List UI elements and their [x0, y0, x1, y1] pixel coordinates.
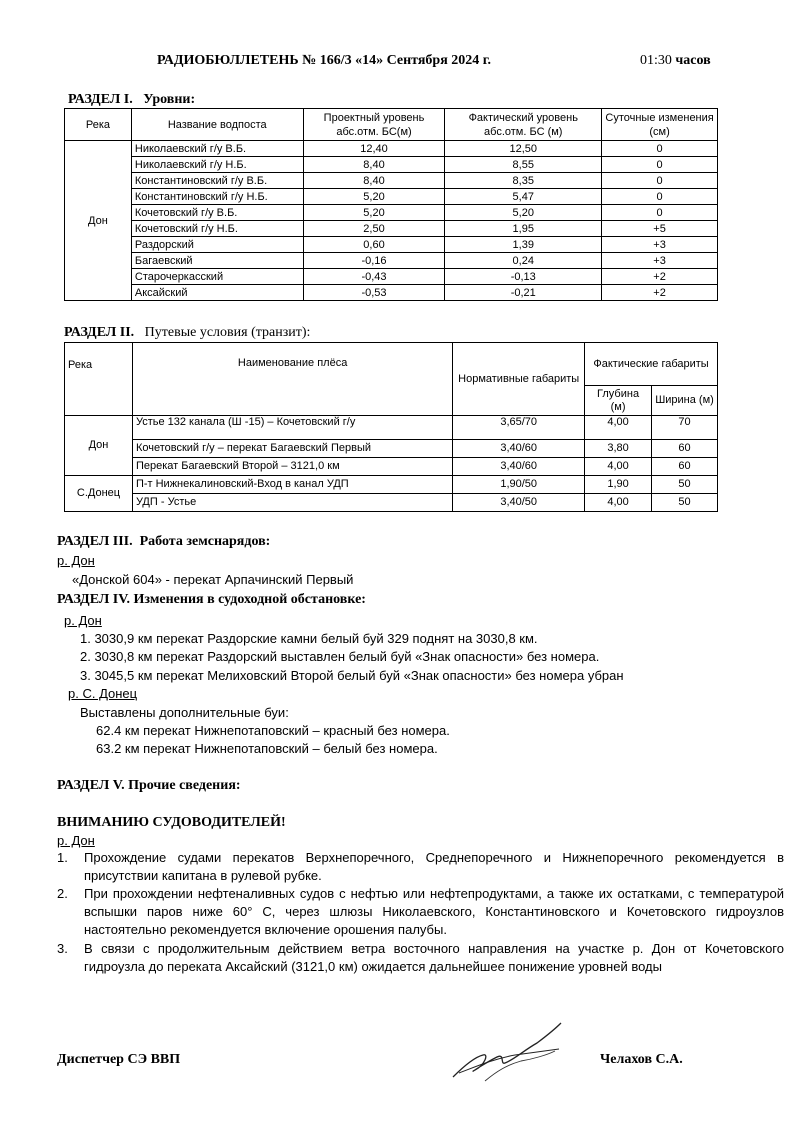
col-header: Фактические габариты [585, 343, 718, 386]
reach-cell: Кочетовский г/у – перекат Багаевский Первый [132, 440, 452, 458]
value-cell: 12,40 [303, 141, 445, 157]
section3-heading: РАЗДЕЛ III. Работа земснарядов: [57, 534, 271, 549]
station-cell: Константиновский г/у В.Б. [131, 173, 303, 189]
value-cell: -0,43 [303, 269, 445, 285]
station-cell: Константиновский г/у Н.Б. [131, 189, 303, 205]
reach-cell: П-т Нижнекалиновский-Вход в канал УДП [132, 476, 452, 494]
station-cell: Багаевский [131, 253, 303, 269]
reach-cell: Перекат Багаевский Второй – 3121,0 км [132, 458, 452, 476]
value-cell: 3,40/60 [453, 440, 585, 458]
bulletin-title: РАДИОБЮЛЛЕТЕНЬ № 166/3 «14» Сентября 2024 г. [157, 53, 492, 68]
value-cell: 5,47 [445, 189, 602, 205]
value-cell: 0 [602, 141, 718, 157]
value-cell: 3,80 [585, 440, 652, 458]
col-header: Ширина (м) [652, 386, 718, 416]
table-row [65, 173, 718, 189]
value-cell: 50 [652, 494, 718, 512]
value-cell: +3 [602, 237, 718, 253]
value-cell: +5 [602, 221, 718, 237]
value-cell: 0,60 [303, 237, 445, 253]
value-cell: 3,40/60 [453, 458, 585, 476]
section3-item: «Донской 604» - перекат Арпачинский Первый [72, 572, 354, 587]
section4-subtitle: Выставлены дополнительные буи: [80, 705, 289, 720]
col-header: Глубина (м) [585, 386, 652, 416]
table-row [65, 494, 718, 512]
value-cell: 0,24 [445, 253, 602, 269]
value-cell: 8,40 [303, 157, 445, 173]
col-header: Нормативные габариты [453, 343, 585, 416]
table-row [65, 416, 718, 440]
section2-heading: РАЗДЕЛ II. Путевые условия (транзит): [64, 325, 311, 340]
value-cell: +2 [602, 269, 718, 285]
dispatcher-position: Диспетчер СЭ ВВП [57, 1052, 181, 1067]
table-row [65, 440, 718, 458]
section1-heading: РАЗДЕЛ I. Уровни: [68, 92, 196, 107]
station-cell: Николаевский г/у Н.Б. [131, 157, 303, 173]
notice-title: ВНИМАНИЮ СУДОВОДИТЕЛЕЙ! [57, 815, 286, 830]
notice-item: 3. В связи с продолжительным действием ветра восточного направления на участке р. Дон от Кочетовского гидроузла до переката Аксайский (3121,0 км) ожидается дальнейшее понижение уровней воды [57, 941, 784, 974]
col-header: Река [65, 109, 132, 141]
col-header: Фактический уровень абс.отм. БС (м) [445, 109, 602, 141]
table-row [65, 237, 718, 253]
value-cell: 60 [652, 458, 718, 476]
table-row [65, 141, 718, 157]
value-cell: 1,39 [445, 237, 602, 253]
value-cell: 0 [602, 205, 718, 221]
section5-heading: РАЗДЕЛ V. Прочие сведения: [57, 778, 241, 793]
value-cell: -0,21 [445, 285, 602, 301]
route-table [64, 342, 718, 512]
col-header: Наименование плёса [132, 343, 452, 416]
value-cell: 60 [652, 440, 718, 458]
value-cell: 8,40 [303, 173, 445, 189]
value-cell: 5,20 [303, 189, 445, 205]
station-cell: Кочетовский г/у Н.Б. [131, 221, 303, 237]
table-row [65, 189, 718, 205]
notice-item: 1. Прохождение судами перекатов Верхнепоречного, Среднепоречного и Нижнепоречного рекомендуется в присутствии капитана в рулевой рубке. [57, 850, 784, 883]
value-cell: 70 [652, 416, 718, 440]
station-cell: Аксайский [131, 285, 303, 301]
section4-subitem: 63.2 км перекат Нижнепотаповский – белый без номера. [96, 741, 438, 756]
value-cell: 0 [602, 189, 718, 205]
section4-item: 2. 3030,8 км перекат Раздорский выставлен белый буй «Знак опасности» без номера. [80, 649, 600, 664]
col-header: Суточные изменения (см) [602, 109, 718, 141]
value-cell: 3,65/70 [453, 416, 585, 440]
col-header: Проектный уровень абс.отм. БС(м) [303, 109, 445, 141]
river-cell: С.Донец [65, 476, 133, 512]
station-cell: Кочетовский г/у В.Б. [131, 205, 303, 221]
value-cell: 5,20 [303, 205, 445, 221]
bulletin-time: 01:30 часов [640, 53, 711, 68]
levels-table [64, 108, 718, 301]
value-cell: 1,95 [445, 221, 602, 237]
value-cell: -0,53 [303, 285, 445, 301]
section4-item: 1. 3030,9 км перекат Раздорские камни белый буй 329 поднят на 3030,8 км. [80, 631, 538, 646]
station-cell: Раздорский [131, 237, 303, 253]
value-cell: 4,00 [585, 494, 652, 512]
table-row [65, 476, 718, 494]
dispatcher-name: Челахов С.А. [600, 1052, 683, 1067]
table-row [65, 157, 718, 173]
value-cell: +2 [602, 285, 718, 301]
section4-river-don: р. Дон [64, 613, 102, 628]
station-cell: Старочеркасский [131, 269, 303, 285]
section4-river-donets: р. С. Донец [68, 686, 138, 701]
reach-cell: Устье 132 канала (Ш -15) – Кочетовский г/у [132, 416, 452, 440]
section4-subitem: 62.4 км перекат Нижнепотаповский – красный без номера. [96, 723, 450, 738]
section3-river: р. Дон [57, 553, 95, 568]
value-cell: 1,90 [585, 476, 652, 494]
table-row [65, 269, 718, 285]
notice-item: 2. При прохождении нефтеналивных судов с нефтью или нефтепродуктами, а также их остатками, с температурой вспышки паров ниже 60° С, через шлюзы Николаевского, Константиновского и Кочетовского гидроузлов настоятельно рекомендуется включение орошения палубы. [57, 886, 784, 937]
signature [445, 1015, 565, 1090]
col-header: Река [65, 343, 133, 416]
value-cell: -0,13 [445, 269, 602, 285]
value-cell: 0 [602, 157, 718, 173]
notice-river: р. Дон [57, 833, 95, 848]
value-cell: +3 [602, 253, 718, 269]
river-cell: Дон [65, 141, 132, 301]
table-row [65, 285, 718, 301]
river-cell: Дон [65, 416, 133, 476]
value-cell: 3,40/50 [453, 494, 585, 512]
reach-cell: УДП - Устье [132, 494, 452, 512]
col-header: Название водпоста [131, 109, 303, 141]
value-cell: 0 [602, 173, 718, 189]
value-cell: 5,20 [445, 205, 602, 221]
station-cell: Николаевский г/у В.Б. [131, 141, 303, 157]
section4-heading: РАЗДЕЛ IV. Изменения в судоходной обстановке: [57, 592, 366, 607]
value-cell: 4,00 [585, 458, 652, 476]
value-cell: 12,50 [445, 141, 602, 157]
table-row [65, 205, 718, 221]
table-row [65, 253, 718, 269]
value-cell: 2,50 [303, 221, 445, 237]
value-cell: 1,90/50 [453, 476, 585, 494]
value-cell: 8,55 [445, 157, 602, 173]
table-row [65, 221, 718, 237]
value-cell: 4,00 [585, 416, 652, 440]
value-cell: -0,16 [303, 253, 445, 269]
table-row [65, 458, 718, 476]
section4-item: 3. 3045,5 км перекат Мелиховский Второй белый буй «Знак опасности» без номера убран [80, 668, 624, 683]
value-cell: 8,35 [445, 173, 602, 189]
value-cell: 50 [652, 476, 718, 494]
